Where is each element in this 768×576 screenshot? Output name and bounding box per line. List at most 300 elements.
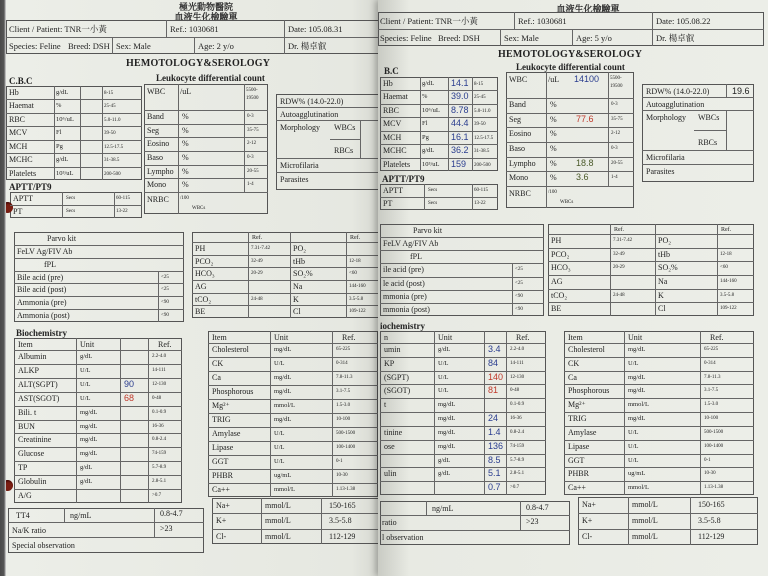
- bio-item-name: Bili. t: [18, 407, 37, 417]
- nak-ref: >23: [160, 524, 173, 533]
- gas-item-ref: 144-160: [720, 279, 737, 284]
- bio-item-name: Cholesterol: [568, 345, 605, 354]
- bio-item-ref: 16-36: [510, 416, 522, 422]
- gas-item-name: tCO₂: [195, 294, 212, 304]
- kit-item-name: FeLV Ag/FIV Ab: [383, 239, 439, 249]
- parasites-label: Parasites: [646, 167, 675, 176]
- gas-item-ref: 109-122: [349, 309, 366, 315]
- bile-item-name: mmonia (pre): [383, 291, 427, 301]
- gas-item-name: Na: [658, 277, 668, 286]
- bio-item-ref: >0.7: [152, 493, 162, 499]
- gas-item-name: tCO₂: [551, 290, 568, 300]
- bio-item-ref: 0.1-0.9: [510, 402, 525, 408]
- leuko-item-unit: %: [550, 144, 557, 153]
- cbc-item-unit: 10⁶/uL: [422, 106, 440, 114]
- aptt-item-name: APTT: [383, 186, 403, 195]
- bio-item-unit: mg/dL: [80, 436, 98, 444]
- gas-item-name: PCO₂: [551, 249, 570, 259]
- cbc-item-unit: %: [422, 93, 428, 101]
- gas-item-ref: 12-18: [720, 251, 732, 257]
- bio-item-ref: 7.8-11.3: [704, 374, 721, 380]
- bio-item-unit: mg/dL: [628, 373, 646, 381]
- gas-item-name: Na: [293, 282, 303, 291]
- cbc-item-name: MCV: [9, 128, 28, 138]
- bio-item-ref: 10-30: [704, 471, 716, 477]
- leuko-item-name: Band: [147, 112, 164, 121]
- gas-item-name: SO₂%: [658, 263, 678, 273]
- nrbc-label: NRBC: [147, 195, 169, 204]
- bio-item-name: ALKP: [18, 365, 39, 375]
- elec-item-unit: mmol/L: [632, 500, 658, 509]
- kit-item-name: Parvo kit: [413, 226, 443, 235]
- bio-item-name: Lipase: [568, 441, 590, 451]
- tt4-label: TT4: [16, 511, 30, 520]
- bio-item-unit: ug/mL: [274, 472, 292, 479]
- cbc-item-value: 39.0: [451, 91, 469, 102]
- bile-item-ref: <90: [161, 313, 169, 319]
- electrolyte-table: [212, 498, 388, 544]
- gas-item-ref: 109-122: [720, 306, 737, 312]
- bio-item-name: (SGPT): [384, 372, 409, 382]
- cbc-item-unit: Fl: [422, 120, 428, 128]
- bio-item-ref: 12-130: [152, 381, 167, 387]
- aptt-item-ref: 13-22: [116, 209, 128, 214]
- cbc-item-ref: 25-45: [104, 104, 116, 110]
- cbc-title: B.C: [384, 66, 399, 76]
- leuko-item-ref: 20-55: [247, 168, 259, 174]
- cbc-item-ref: 200-500: [104, 171, 121, 177]
- wbc-label: WBC: [509, 75, 528, 84]
- bio-item-ref: 100-1400: [704, 443, 724, 449]
- bio-item-ref: 0.8-2.4: [510, 429, 525, 435]
- leuko-item-unit: %: [182, 112, 189, 121]
- elec-item-name: Cl-: [216, 531, 227, 541]
- bio-item-name: t: [384, 400, 387, 410]
- leuko-item-unit: %: [550, 129, 557, 139]
- bile-item-ref: <25: [161, 274, 169, 280]
- bio-item-unit: U/L: [438, 387, 449, 395]
- cbc-item-ref: 31-38.5: [474, 149, 490, 155]
- cbc-item-value: 8.78: [451, 104, 469, 115]
- bile-item-ref: <90: [515, 293, 523, 299]
- cbc-item-ref: 25-45: [474, 95, 486, 101]
- leuko-item-ref: 35-75: [611, 116, 623, 122]
- bio-item-name: AST(SGOT): [18, 393, 60, 403]
- bio-item-unit: mg/dL: [438, 401, 456, 409]
- bio-item-ref: 1.5-3.0: [336, 403, 351, 408]
- autoagglutination-label: Autoagglutination: [646, 100, 705, 109]
- bile-item-name: mmonia (post): [383, 304, 430, 314]
- bio-item-value: 68: [124, 392, 135, 403]
- microfilaria-label: Microfilaria: [280, 161, 319, 170]
- leuko-item-value: 3.6: [576, 172, 589, 183]
- bio-item-value: 1.4: [488, 426, 501, 437]
- bio-item-unit: mg/dL: [274, 346, 292, 353]
- cbc-item-name: Hb: [383, 79, 393, 88]
- aptt-item-unit: Secs: [66, 196, 76, 201]
- bio-item-value: 136: [488, 440, 504, 451]
- leuko-item-name: Lympho: [147, 166, 174, 176]
- bio-item-ref: 100-1400: [336, 445, 356, 450]
- bio-item-value: 81: [488, 385, 499, 396]
- bio-item-name: Cholesterol: [212, 345, 249, 354]
- rbcs-label: RBCs: [334, 146, 354, 155]
- bio-item-unit: mg/dL: [438, 415, 456, 423]
- gas-item-ref: 20-29: [251, 271, 263, 277]
- gas-item-name: AG: [195, 282, 207, 291]
- gas-item-name: tHb: [658, 249, 670, 259]
- leuko-item-ref: 0-3: [247, 155, 254, 160]
- gas-item-ref: 144-160: [349, 284, 366, 289]
- bio-item-unit: U/L: [80, 394, 91, 402]
- cbc-title: C.B.C: [9, 76, 33, 86]
- bio-item-name: GGT: [212, 457, 229, 466]
- bio-item-ref: 1.5-3.0: [704, 402, 719, 408]
- ref-number: Ref.: 1030681: [170, 24, 219, 34]
- bio-item-name: Ca++: [568, 483, 586, 493]
- bio-item-value: 5.1: [488, 468, 501, 479]
- bio-item-name: Amylase: [568, 427, 597, 437]
- elec-item-name: Na+: [582, 500, 596, 509]
- gas-item-name: PO₂: [293, 244, 307, 253]
- aptt-item-ref: 60-115: [116, 196, 130, 201]
- bio-item-name: ALT(SGPT): [18, 379, 58, 389]
- bio-item-name: Mg²⁺: [212, 401, 230, 410]
- cbc-item-name: MCHC: [383, 146, 407, 156]
- gas-item-name: HCO₃: [551, 263, 571, 273]
- leuko-item-ref: 0-3: [247, 114, 254, 119]
- bio-item-name: BUN: [18, 421, 35, 431]
- bio-item-ref: 12-130: [510, 374, 525, 380]
- cbc-item-name: RBC: [383, 105, 400, 115]
- bio-item-unit: mg/dL: [80, 422, 98, 430]
- wbc-label: WBC: [147, 87, 166, 96]
- bio-item-unit: U/L: [80, 380, 91, 388]
- cbc-item-value: 159: [451, 158, 467, 169]
- bio-item-name: KP: [384, 358, 395, 368]
- bio-item-name: Glucose: [18, 449, 45, 459]
- bio-item-unit: mg/dL: [274, 388, 292, 395]
- gas-item-ref: 7.31-7.42: [613, 238, 633, 243]
- bio-item-name: tinine: [384, 427, 403, 437]
- rdw-value: 19.6: [732, 86, 750, 96]
- hospital-name: 極光動物醫院: [178, 2, 233, 12]
- bio-item-unit: mmol/L: [274, 402, 295, 409]
- leuko-item-unit: %: [550, 114, 557, 124]
- elec-item-unit: mmol/L: [632, 516, 658, 525]
- elec-item-ref: 150-165: [329, 501, 356, 510]
- aptt-item-unit: Secs: [428, 188, 438, 193]
- bio-item-ref: 1.13-1.38: [336, 487, 356, 492]
- nrbc-unit: /100: [548, 190, 557, 195]
- section-title: HEMOTOLOGY&SEROLOGY: [498, 49, 643, 60]
- bio-item-name: ose: [384, 441, 395, 451]
- gas-item-name: PO₂: [658, 236, 672, 245]
- gas-item-ref: 24-48: [613, 292, 625, 298]
- cbc-item-name: RBC: [9, 114, 26, 124]
- client-patient: Client / Patient: TNR一小黃: [380, 16, 478, 26]
- leuko-item-unit: %: [550, 173, 557, 183]
- wbc-unit: /uL: [548, 75, 560, 84]
- bio-item-ref: 65-225: [336, 347, 351, 352]
- bio-item-ref: 3.1-7.5: [336, 389, 351, 394]
- elec-item-name: K+: [582, 516, 593, 525]
- bio-item-ref: 7.8-11.3: [336, 375, 353, 380]
- bio-item-name: Amylase: [212, 429, 241, 438]
- bio-item-ref: 2.2-4.0: [152, 354, 167, 359]
- bio-item-unit: mg/dL: [628, 415, 646, 423]
- bio-item-unit: U/L: [628, 442, 639, 450]
- bio-item-value: 0.7: [488, 482, 501, 493]
- biochem-title: iochemistry: [380, 321, 425, 331]
- bio-item-ref: 2.8-5.1: [510, 471, 525, 477]
- bio-item-value: 8.5: [488, 454, 501, 465]
- aptt-item-unit: Secs: [66, 209, 76, 214]
- cbc-item-ref: 12.5-17.5: [474, 135, 494, 141]
- bio-item-ref: 0-48: [152, 395, 162, 401]
- bio-item-name: Ca++: [212, 485, 230, 494]
- bio-item-name: (SGOT): [384, 386, 411, 396]
- bio-item-name: Globulin: [18, 477, 47, 487]
- leuko-item-unit: %: [550, 158, 557, 168]
- bio-item-unit: mg/dL: [274, 374, 292, 381]
- elec-item-name: Na+: [216, 501, 230, 510]
- bio-item-name: Creatinine: [18, 435, 52, 445]
- bio-item-name: Mg²⁺: [568, 400, 586, 410]
- tt4-unit: ng/mL: [432, 504, 454, 513]
- cbc-item-ref: 5.0-11.0: [104, 117, 121, 123]
- gas-item-name: BE: [195, 307, 206, 317]
- nak-ref: >23: [526, 517, 539, 526]
- gas-item-ref: 20-29: [613, 265, 625, 271]
- wbc-unit: /uL: [180, 87, 192, 96]
- elec-item-ref: 112-129: [698, 532, 725, 541]
- leuko-item-unit: %: [182, 139, 189, 149]
- aptt-item-ref: 13-22: [474, 201, 486, 206]
- bio-item-ref: 500-1500: [336, 431, 356, 436]
- kit-item-name: fPL: [44, 259, 56, 269]
- sex: Sex: Male: [504, 33, 539, 43]
- bio-item-unit: U/L: [274, 458, 285, 465]
- cbc-item-unit: g/dL: [422, 80, 435, 87]
- leuko-table: [506, 72, 634, 208]
- sex: Sex: Male: [116, 41, 151, 51]
- gas-item-ref: 3.5-5.8: [720, 292, 735, 298]
- kit-item-name: fPL: [410, 252, 422, 262]
- aptt-item-ref: 60-115: [474, 188, 488, 193]
- bio-item-unit: U/L: [628, 359, 639, 367]
- bile-item-ref: <25: [515, 280, 523, 286]
- leuko-item-unit: %: [182, 125, 189, 135]
- species: Species: Feline: [9, 41, 61, 51]
- gas-item-ref: 24-48: [251, 296, 263, 302]
- cbc-item-unit: g/dL: [56, 156, 69, 164]
- cbc-item-name: MCHC: [9, 155, 33, 165]
- bio-item-name: Albumin: [18, 352, 47, 361]
- bio-item-ref: 0-314: [336, 361, 348, 366]
- bio-item-unit: g/dL: [438, 346, 451, 353]
- bio-header-ref: Ref.: [710, 333, 724, 342]
- form-title: 血液生化檢驗單: [174, 12, 238, 22]
- gas-item-name: BE: [551, 304, 562, 314]
- rdw-label: RDW% (14.0-22.0): [280, 97, 344, 106]
- leuko-item-value: 18.8: [576, 157, 594, 168]
- cbc-item-unit: g/dL: [422, 147, 435, 155]
- cbc-item-name: Hb: [9, 88, 19, 97]
- section-title: HEMOTOLOGY&SEROLOGY: [126, 58, 271, 69]
- gas-item-name: SO₂%: [293, 269, 313, 279]
- cbc-item-ref: 5.0-11.0: [474, 108, 491, 114]
- leuko-item-ref: 2-12: [247, 141, 257, 147]
- bio-item-unit: g/dL: [438, 456, 451, 464]
- morphology-label: Morphology: [280, 123, 320, 132]
- bio-item-ref: 0.1-0.9: [152, 409, 167, 415]
- elec-item-ref: 150-165: [698, 500, 725, 509]
- bile-item-ref: <25: [161, 287, 169, 293]
- cbc-item-ref: 12.5-17.5: [104, 144, 124, 150]
- gas-item-name: K: [658, 290, 664, 300]
- bio-item-value: 3.4: [488, 344, 501, 354]
- electrolyte-table: [578, 497, 758, 545]
- nrbc-unit: /100: [180, 196, 189, 201]
- elec-item-unit: mmol/L: [265, 531, 291, 541]
- elec-item-ref: 3.5-5.8: [329, 516, 352, 526]
- bio-item-unit: mmol/L: [274, 486, 295, 493]
- ref-number: Ref.: 1030681: [518, 16, 567, 26]
- rdw-label: RDW% (14.0-22.0): [646, 87, 710, 96]
- bio-item-unit: g/dL: [80, 353, 93, 360]
- cbc-item-unit: 10³/uL: [56, 169, 74, 177]
- bio-item-unit: g/dL: [80, 464, 93, 472]
- gas-item-name: PH: [551, 236, 562, 245]
- bio-header-item: Item: [568, 333, 583, 342]
- gas-item-ref: 32-49: [613, 251, 625, 257]
- elec-item-unit: mmol/L: [632, 532, 658, 541]
- cbc-item-unit: Fl: [56, 129, 62, 137]
- cbc-item-ref: 39-50: [474, 122, 486, 128]
- aptt-title: APTT/PT9: [9, 182, 52, 192]
- age: Age: 2 y/o: [198, 41, 234, 51]
- cbc-item-unit: Pg: [422, 133, 429, 141]
- bio-item-unit: U/L: [438, 359, 449, 367]
- leuko-item-name: Lympho: [509, 158, 536, 168]
- bio-item-ref: >0.7: [510, 485, 520, 491]
- elec-item-ref: 3.5-5.8: [698, 516, 721, 525]
- bile-item-ref: <25: [515, 267, 523, 273]
- gas-ref-header: Ref.: [350, 235, 361, 241]
- bio-item-unit: g/dL: [438, 470, 451, 478]
- cbc-item-ref: 200-500: [474, 162, 491, 168]
- bio-item-unit: mg/dL: [80, 408, 98, 416]
- bile-item-ref: <90: [161, 300, 169, 306]
- bio-item-ref: 16-36: [152, 423, 164, 429]
- nrbc-label: NRBC: [509, 189, 531, 198]
- bile-item-name: Ammonia (pre): [17, 298, 67, 308]
- bio-item-unit: mmol/L: [628, 401, 649, 409]
- cbc-item-value: 36.2: [451, 145, 469, 156]
- bio-item-ref: 74-159: [152, 451, 167, 457]
- doctor: Dr. 楊卓叡: [656, 33, 695, 43]
- bio-item-ref: 10-30: [336, 473, 348, 478]
- wbcs-label: WBCs: [334, 123, 356, 132]
- microfilaria-label: Microfilaria: [646, 153, 685, 162]
- bio-item-value: 90: [124, 378, 135, 389]
- wbc-ref: 5500-19500: [610, 76, 623, 89]
- bio-item-name: Phosphorous: [212, 387, 254, 396]
- cbc-item-name: MCH: [383, 132, 402, 142]
- leuko-item-ref: 2-12: [611, 131, 621, 137]
- bio-header-unit: Unit: [438, 333, 453, 342]
- leuko-item-name: Mono: [147, 180, 167, 190]
- bio-header-unit: Unit: [274, 333, 289, 342]
- breed: Breed: DSH: [68, 41, 110, 51]
- tt4-ref: 0.8-4.7: [526, 503, 549, 512]
- leuko-item-name: Seg: [509, 114, 521, 124]
- leuko-item-name: Seg: [147, 125, 159, 135]
- leuko-item-unit: %: [182, 153, 189, 162]
- tt4-ref: 0.8-4.7: [160, 509, 183, 518]
- bio-item-unit: mg/dL: [628, 387, 646, 395]
- cbc-item-ref: 8-15: [474, 82, 484, 87]
- morphology-label: Morphology: [646, 113, 686, 122]
- bio-item-name: TRIG: [568, 414, 587, 424]
- leuko-item-ref: 1-4: [611, 175, 618, 181]
- bio-item-name: A/G: [18, 491, 32, 501]
- bio-item-ref: 3.1-7.5: [704, 388, 719, 394]
- report-date: Date: 105.08.31: [288, 24, 343, 34]
- bio-item-value: 24: [488, 413, 499, 424]
- leuko-item-ref: 20-55: [611, 160, 623, 166]
- bio-item-ref: 5.7-8.9: [152, 465, 167, 471]
- cbc-item-unit: %: [56, 102, 62, 110]
- bio-item-unit: U/L: [628, 428, 639, 436]
- tt4-unit: ng/mL: [70, 511, 92, 520]
- nak-label: ratio: [382, 518, 397, 527]
- leuko-item-ref: 0-3: [611, 146, 618, 151]
- rbcs-label: RBCs: [698, 138, 718, 147]
- bio-item-name: TP: [18, 463, 28, 473]
- bio-item-unit: U/L: [438, 373, 449, 381]
- bio-item-unit: mg/dL: [438, 428, 456, 436]
- kit-item-name: FeLV Ag/FIV Ab: [17, 246, 73, 256]
- parasites-label: Parasites: [280, 175, 309, 184]
- bio-item-unit: mg/dL: [80, 450, 98, 458]
- bio-item-name: CK: [568, 358, 580, 368]
- bile-item-name: Ammonia (post): [17, 311, 70, 321]
- bio-header-item: n: [384, 333, 388, 342]
- gas-item-name: AG: [551, 277, 563, 286]
- bile-item-name: Bile acid (pre): [17, 272, 64, 282]
- bio-header-item: Item: [212, 333, 227, 342]
- special-observation: l observation: [382, 533, 424, 542]
- leuko-item-name: Baso: [147, 153, 163, 162]
- breed: Breed: DSH: [438, 33, 480, 43]
- cbc-item-ref: 31-38.5: [104, 158, 120, 164]
- cbc-item-value: 44.4: [451, 118, 469, 129]
- bio-item-ref: 10-100: [704, 416, 719, 422]
- punch-hole: [6, 480, 13, 491]
- aptt-item-name: PT: [13, 207, 23, 216]
- bio-item-name: PHBR: [568, 469, 589, 479]
- autoagglutination-label: Autoagglutination: [280, 110, 339, 119]
- leuko-item-name: Eosino: [147, 139, 170, 149]
- special-observation: Special observation: [12, 541, 75, 550]
- bio-header-ref: Ref.: [158, 340, 172, 349]
- bio-item-ref: 14-111: [152, 367, 166, 373]
- bio-item-name: Phosphorous: [568, 386, 610, 396]
- bio-item-ref: 5.7-8.9: [510, 457, 525, 463]
- nak-label: Na/K ratio: [12, 526, 46, 535]
